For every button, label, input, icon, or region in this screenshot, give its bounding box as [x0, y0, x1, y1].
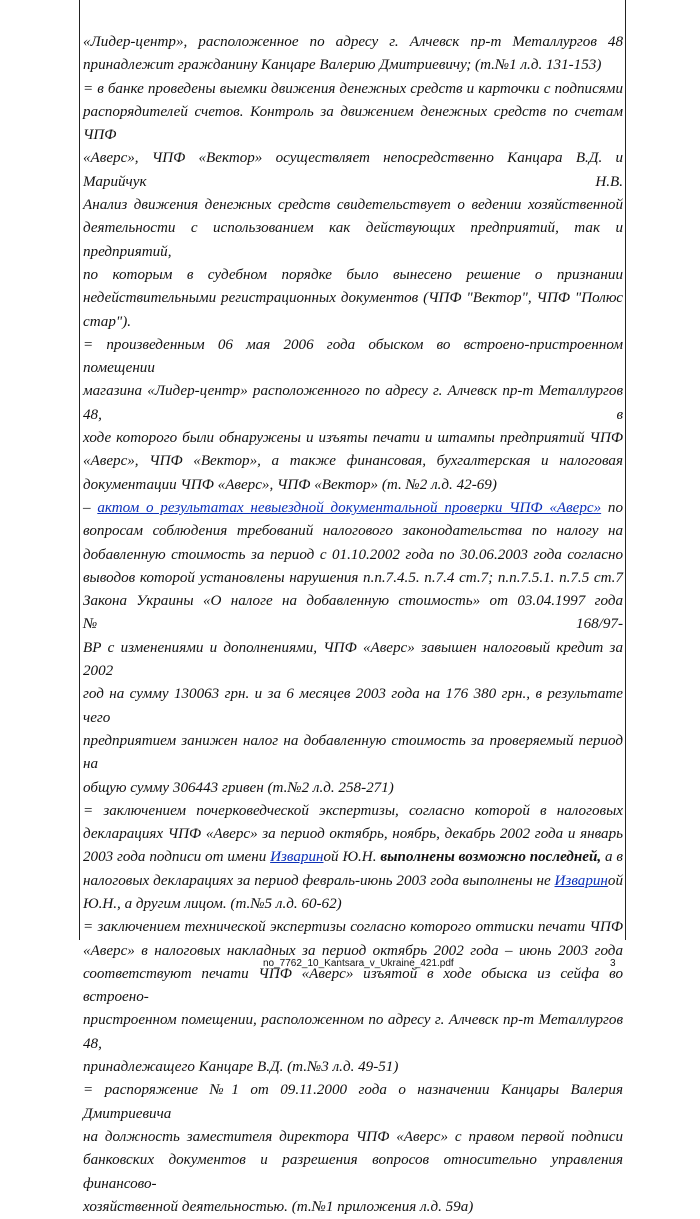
text-line: год на сумму 130063 грн. и за 6 месяцев 2003 года на 176 380 грн., в результате чего — [83, 686, 623, 726]
text-fragment: по — [607, 499, 623, 516]
paragraph-technical-expertise — [83, 916, 623, 1079]
paragraph-ownership — [83, 31, 623, 78]
text-line: пристроенном помещении, расположенном по адресу г. Алчевск пр-т Металлургов 48, — [83, 1012, 623, 1052]
text-line: = распоряжение №1 от 09.11.2000 года о назначении Канцары Валерия Дмитриевича — [83, 1082, 623, 1122]
footer-filename: no_7762_10_Kantsara_v_Ukraine_421.pdf — [263, 958, 454, 969]
izvarina-link[interactable]: Изварин — [554, 872, 608, 889]
text-line: ВР с изменениями и дополнениями, ЧПФ «Аверс» завышен налоговый кредит за 2002 — [83, 639, 623, 680]
text-line — [83, 497, 623, 520]
text-line — [83, 870, 623, 893]
text-line: = заключением почерковедческой экспертизы, согласно которой в налоговых — [83, 802, 623, 819]
text-line: = заключением технической экспертизы согласно которого оттиски печати ЧПФ — [83, 919, 623, 936]
text-fragment: а в — [605, 849, 623, 866]
text-line: Ю.Н., а другим лицом. (т.№5 л.д. 60-62) — [83, 895, 342, 912]
text-fragment: налоговых декларациях за период февраль-июнь 2003 года выполнены не — [83, 872, 551, 889]
text-line: предприятием занижен налог на добавленную стоимость за проверяемый период на — [83, 732, 623, 773]
bold-conclusion: выполнены возможно последней, — [380, 849, 602, 866]
text-line: ходе которого были обнаружены и изъяты печати и штампы предприятий ЧПФ — [83, 430, 623, 447]
text-line: добавленную стоимость за период с 01.10.2002 года по 30.06.2003 года согласно — [83, 546, 623, 563]
paragraph-order-appointment — [83, 1079, 623, 1219]
paragraph-handwriting-expertise — [83, 800, 623, 916]
text-line: = произведенным 06 мая 2006 года обыском во встроено-пристроенном помещении — [83, 336, 623, 377]
page-number: 3 — [610, 958, 616, 969]
text-line: принадлежит гражданину Канцаре Валерию Дмитриевичу; (т.№1 л.д. 131-153) — [83, 57, 602, 74]
text-fragment: ой Ю.Н. — [323, 849, 377, 866]
text-line: принадлежащего Канцаре В.Д. (т.№3 л.д. 49-51) — [83, 1059, 399, 1076]
page-border-left — [79, 0, 80, 940]
text-line — [83, 846, 623, 869]
text-line: Анализ движения денежных средств свидетельствует о ведении хозяйственной — [83, 197, 623, 214]
document-body — [83, 31, 623, 1219]
text-line: хозяйственной деятельностью. (т.№1 приложения л.д. 59а) — [83, 1198, 474, 1215]
paragraph-search — [83, 334, 623, 497]
text-line: «Аверс» в налоговых накладных за период октябрь 2002 года – июнь 2003 года — [83, 942, 623, 959]
text-line: общую сумму 306443 гривен (т.№2 л.д. 258-271) — [83, 779, 394, 796]
text-line: вопросам соблюдения требований налогового законодательства по налогу на — [83, 523, 623, 540]
audit-act-link[interactable]: актом о результатах невыездной документальной проверки ЧПФ «Аверс» — [97, 499, 602, 516]
text-line: банковских документов и разрешения вопросов относительно управления финансово- — [83, 1152, 623, 1192]
text-line: «Аверс», ЧПФ «Вектор» осуществляет непосредственно Канцара В.Д. и Марийчук Н.В. — [83, 150, 623, 190]
text-line: распорядителей счетов. Контроль за движением денежных средств по счетам ЧПФ — [83, 103, 623, 144]
text-line: «Аверс», ЧПФ «Вектор», а также финансовая, бухгалтерская и налоговая — [83, 453, 623, 470]
text-line: декларациях ЧПФ «Аверс» за период октябрь, ноябрь, декабрь 2002 года и январь — [83, 826, 623, 843]
text-fragment: ой — [607, 872, 623, 889]
dash: – — [83, 499, 91, 516]
text-line: соответствуют печати ЧПФ «Аверс» изъятой в ходе обыска из сейфа во встроено- — [83, 965, 623, 1006]
izvarina-link[interactable]: Изварин — [270, 849, 324, 866]
paragraph-audit-act — [83, 497, 623, 800]
text-line: стар"). — [83, 313, 132, 330]
page-border-right — [625, 0, 626, 940]
text-line: недействительными регистрационных документов (ЧПФ "Вектор", ЧПФ "Полюс — [83, 290, 623, 307]
text-fragment: 2003 года подписи от имени — [83, 849, 267, 866]
text-line: деятельности с использованием как действующих предприятий, так и предприятий, — [83, 220, 623, 260]
text-line: по которым в судебном порядке было вынесено решение о признании — [83, 266, 623, 283]
text-line: Закона Украины «О налоге на добавленную стоимость» от 03.04.1997 года №168/97- — [83, 593, 623, 633]
text-line: на должность заместителя директора ЧПФ «Аверс» с правом первой подписи — [83, 1128, 623, 1145]
text-line: = в банке проведены выемки движения денежных средств и карточки с подписями — [83, 80, 623, 97]
text-line: документации ЧПФ «Аверс», ЧПФ «Вектор» (т. №2 л.д. 42-69) — [83, 476, 497, 493]
text-line: выводов которой установлены нарушения п.п.7.4.5. п.7.4 ст.7; п.п.7.5.1. п.7.5 ст.7 — [83, 569, 623, 586]
text-line: «Лидер-центр», расположенное по адресу г. Алчевск пр-т Металлургов 48 — [83, 34, 623, 50]
paragraph-bank-seizure — [83, 78, 623, 334]
text-line: магазина «Лидер-центр» расположенного по адресу г. Алчевск пр-т Металлургов 48, в — [83, 383, 623, 423]
